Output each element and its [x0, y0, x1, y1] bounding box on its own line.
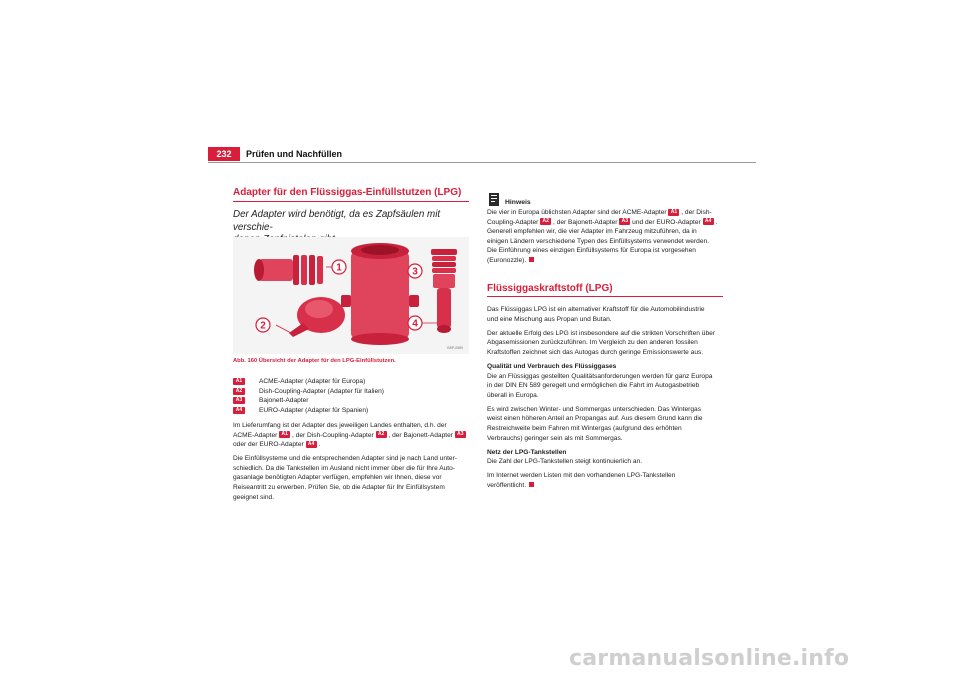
systems-paragraph: Die Einfüllsysteme und die entsprechenden Adapter sind je nach Land unter- schiedlich. Da die Tankstellen im Ausland nicht immer über die für Ihre Auto- gasanlage benötigten Adapter verfügen, empfehlen wir Ihnen, diese vor Reiseantritt zu erwerben. Prüfen Sie, ob die Adapter für Ihr Einfüllsystem geeignet sind. [233, 455, 457, 501]
adapter-illustration [233, 237, 469, 354]
adapter-figure [233, 237, 469, 354]
legend-item: A3 Bajonett-Adapter [233, 396, 384, 406]
legend-item: A4 EURO-Adapter (Adapter für Spanien) [233, 406, 384, 416]
end-mark [529, 482, 534, 487]
legend-badge: A2 [233, 388, 245, 395]
bajonett-adapter-drawing [341, 243, 419, 345]
legend-badge: A4 [233, 407, 245, 414]
left-body [233, 421, 473, 507]
lpg-paragraph-2: Der aktuelle Erfolg des LPG ist insbesondere auf die strikten Vorschriften über Abgasemissionen zurückzuführen. Im Vergleich zu den anderen fossilen Kraftstoffen zeichnet sich das Autogas durch geringe Emissionswerte aus. [487, 329, 715, 356]
legend-badge: A3 [233, 397, 245, 404]
lpg-paragraph-1: Das Flüssiggas LPG ist ein alternativer Kraftstoff für die Automobilindustrie und eine Mischung aus Propan und Butan. [487, 306, 705, 323]
network-section: Netz der LPG-Tankstellen Die Zahl der LPG-Tankstellen steigt kontinuierlich an. [487, 448, 643, 466]
legend-badge: A1 [233, 378, 245, 385]
figure-caption: Abb. 160 Übersicht der Adapter für den LPG-Einfüllstutzen. [233, 358, 396, 364]
callout-1-label: 1 [336, 262, 342, 274]
internet-paragraph: Im Internet werden Listen mit den vorhandenen LPG-Tankstellen veröffentlicht. [487, 472, 676, 489]
callout-2-label: 2 [260, 320, 266, 332]
note-icon [489, 193, 499, 206]
callout-4-label: 4 [412, 318, 418, 330]
callout-3-label: 3 [412, 266, 418, 278]
end-mark [529, 257, 534, 262]
heading-rule [487, 296, 723, 297]
note-title: Hinweis [505, 199, 531, 206]
legend-item: A2 Dish-Coupling-Adapter (Adapter für Italien) [233, 387, 384, 397]
note-text: Die vier in Europa üblichsten Adapter sind der ACME-Adapter A1 , der Dish- Coupling-Adapter A2 , der Bajonett-Adapter A3 und der EURO-Adapter A4 . Generell empfehlen wir, die vier Adapter im Fahrzeug mitzuführen, da in einigen Ländern verschiedene Typen des Einfüllsystems verwendet werden. Die Einführung eines einzigen Einfüllsystems für Europa ist vorgesehen (Euronozzle). [487, 208, 718, 264]
adapter-legend [233, 377, 384, 415]
running-header: Prüfen und Nachfüllen [246, 149, 343, 159]
quality-section: Qualität und Verbrauch des Flüssiggases Die an Flüssiggas gestellten Qualitätsanforderungen werden für ganz Europa in der DIN EN 589 geregelt und ermöglichen die Fahrt im Autogasbetrieb überall in Europa. [487, 362, 713, 399]
euro-adapter-drawing [431, 249, 457, 333]
adapter-heading: Adapter für den Flüssiggas-Einfüllstutzen (LPG) [233, 187, 462, 198]
lpg-heading: Flüssiggaskraftstoff (LPG) [487, 283, 613, 294]
watermark: carmanualsonline.info [569, 646, 850, 671]
intro-text: Der Adapter wird benötigt, da es Zapfsäulen mit verschie- [233, 209, 441, 233]
delivery-paragraph: Im Lieferumfang ist der Adapter des jeweiligen Landes enthalten, d.h. der ACME-Adapter A1 , der Dish-Coupling-Adapter A2 , der Bajonett-Adapter A3 oder der EURO-Adapter A4 . [233, 421, 473, 450]
right-body [487, 305, 723, 495]
gas-types-paragraph: Es wird zwischen Winter- und Sommergas unterschieden. Das Wintergas weist einen höheren Anteil an Propangas auf. Aus diesem Grund kann die Restreichweite beim Fahren mit Wintergas (aufgrund des erhöhten Verbrauchs) geringer sein als mit Sommergas. [487, 405, 703, 442]
header-rule [208, 162, 756, 163]
page-number: 232 [208, 147, 240, 161]
acme-adapter-drawing [254, 255, 323, 285]
dish-adapter-drawing [289, 297, 345, 337]
legend-item: A1 ACME-Adapter (Adapter für Europa) [233, 377, 384, 387]
heading-rule [233, 201, 469, 202]
figure-code: B5P-0589 [447, 346, 463, 350]
